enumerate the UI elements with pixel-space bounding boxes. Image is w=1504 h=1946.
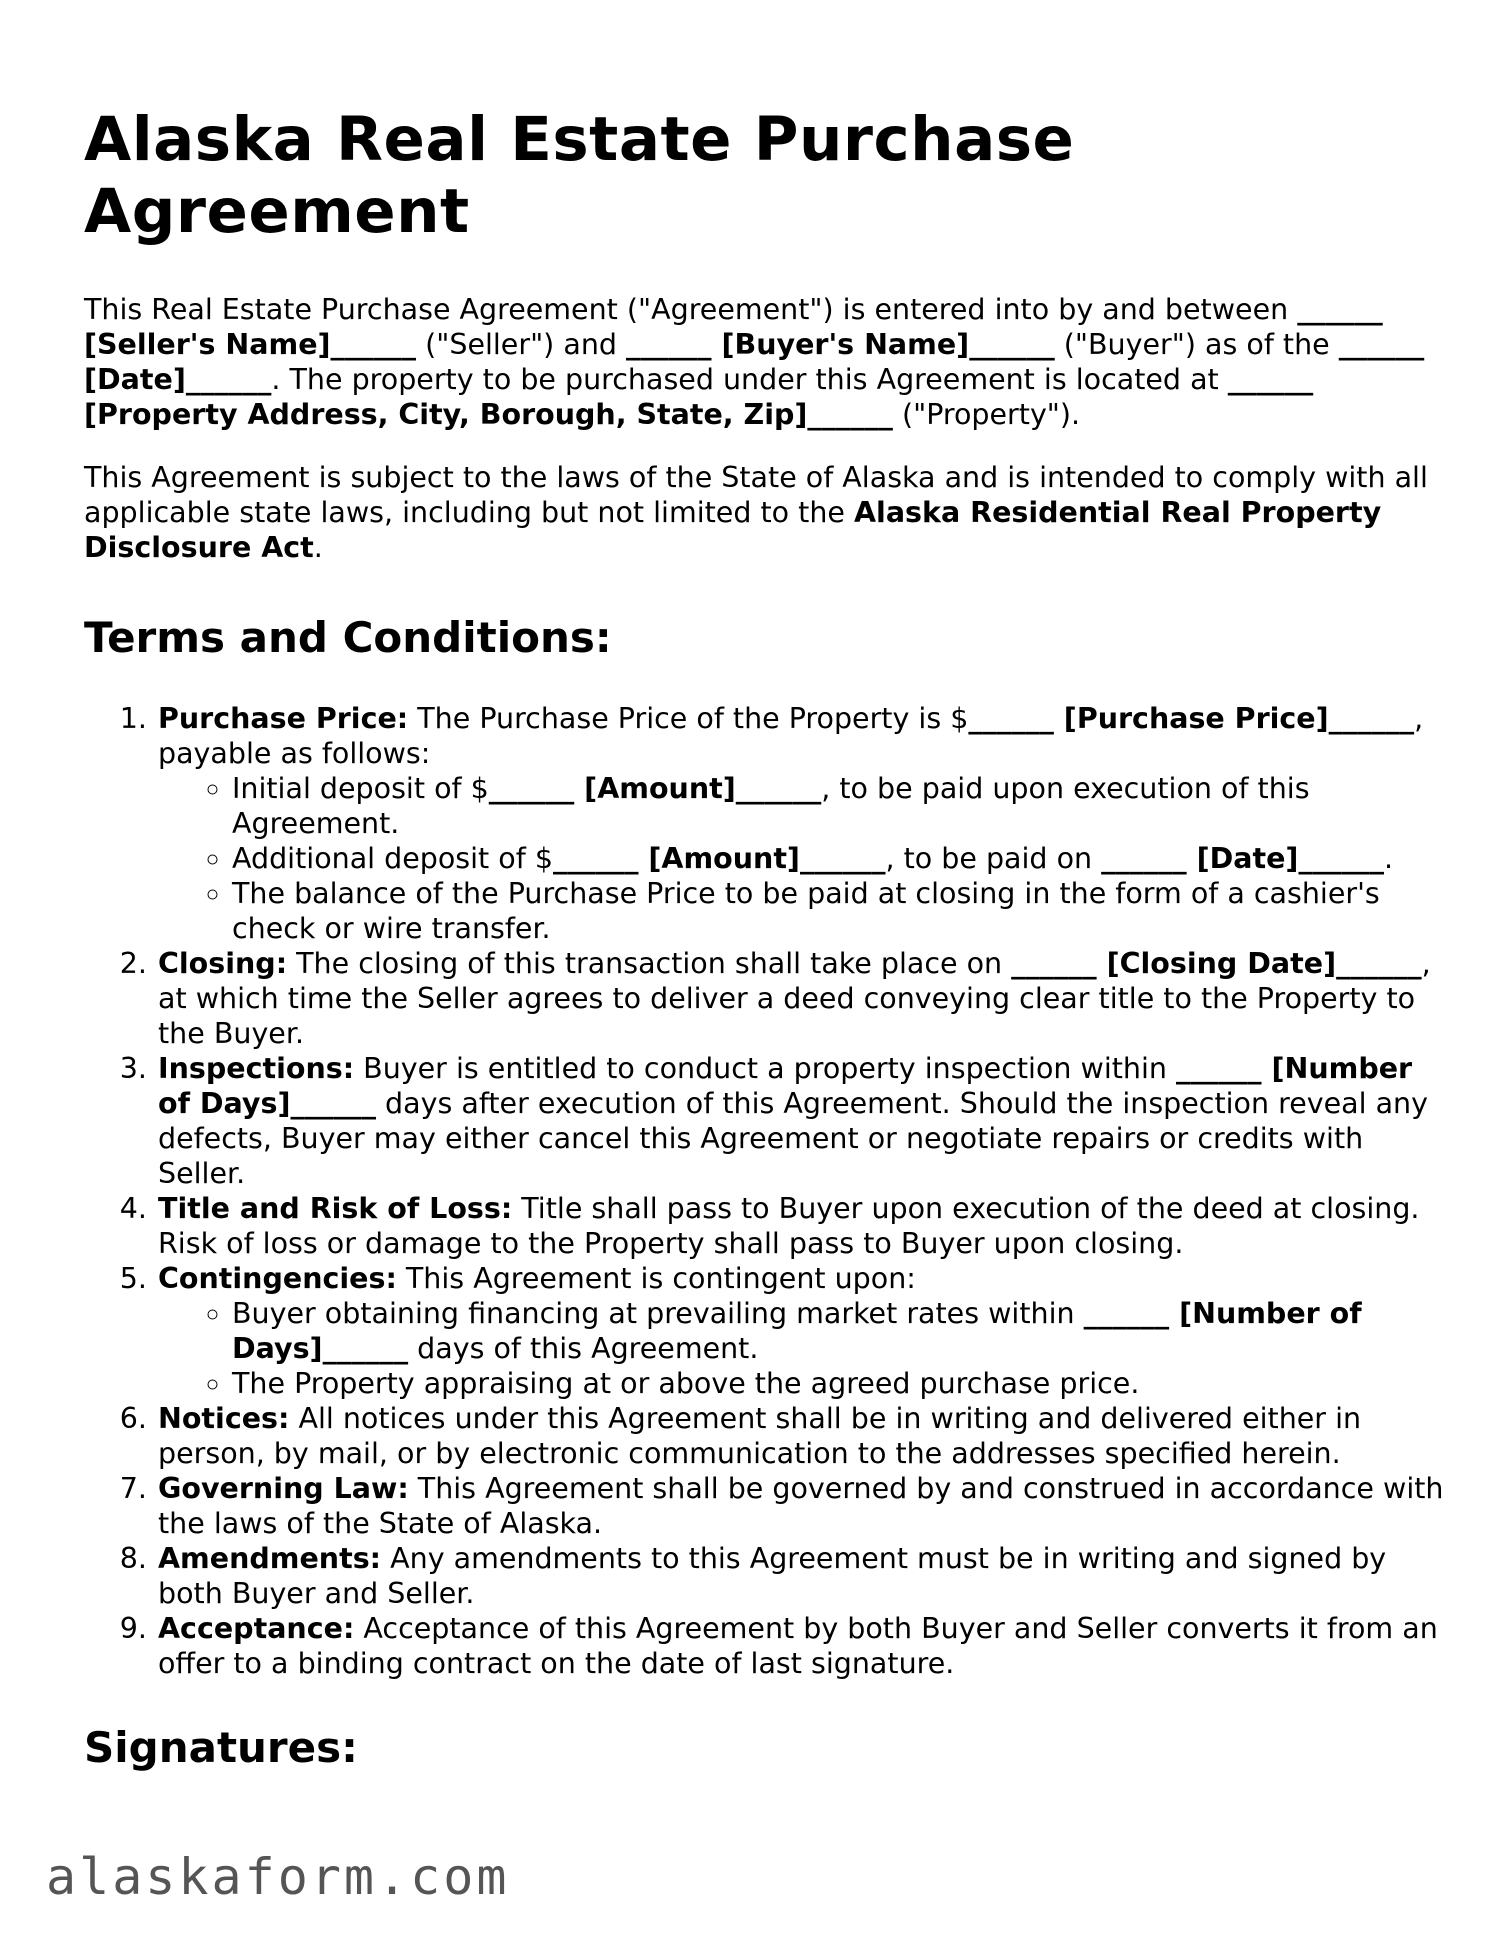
intro-paragraph [84,292,1444,432]
intro-text: . The property to be purchased under this Agreement is located at [271,363,1228,396]
deposit-date-field: ______ [Date]______ [1101,842,1384,875]
list-item [232,771,1444,841]
financing-days-field: ______ [Number of Days]______ [232,1297,1362,1365]
closing-date-field: ______ [Closing Date]______ [1011,947,1422,980]
buyer-name-field: ______ [Buyer's Name]______ [626,328,1055,361]
term-label: Notices: [158,1402,290,1435]
property-address-field: ______ [Property Address, City, Borough, State, Zip]______ [84,363,1314,431]
intro-text: This Real Estate Purchase Agreement ("Agreement") is entered into by and between [84,293,1298,326]
law-text: . [313,531,323,564]
site-watermark: alaskaform.com [46,1848,510,1906]
term-contingencies [156,1261,1444,1401]
item-text: Initial deposit of $ [232,772,489,805]
term-text: , at which time the Seller agrees to deliver a deed conveying clear title to the Property to the Buyer. [158,947,1431,1050]
term-acceptance [156,1611,1444,1681]
item-text: Buyer obtaining financing at prevailing market rates within [232,1297,1084,1330]
intro-text: ("Property"). [892,398,1081,431]
date-field: ______ [Date]______ [84,328,1425,396]
item-text: , to be paid upon execution of this Agreement. [232,772,1310,840]
term-governing-law [156,1471,1444,1541]
term-text: Any amendments to this Agreement must be in writing and signed by both Buyer and Seller. [158,1542,1387,1610]
term-text: The closing of this transaction shall take place on [287,947,1012,980]
term-label: Acceptance: [158,1612,355,1645]
term-amendments [156,1541,1444,1611]
contingency-sublist [158,1296,1444,1401]
term-inspections [156,1051,1444,1191]
term-text: All notices under this Agreement shall be in writing and delivered either in person, by mail, or by electronic communication to the addresses specified herein. [158,1402,1362,1470]
term-label: Inspections: [158,1052,355,1085]
term-text: The Purchase Price of the Property is $ [408,702,969,735]
page-title: Alaska Real Estate Purchase Agreement [84,104,1075,247]
term-text: Buyer is entitled to conduct a property inspection within [354,1052,1177,1085]
intro-text: ("Seller") and [416,328,627,361]
list-item [232,841,1444,876]
payment-sublist [158,771,1444,946]
list-item [232,1296,1444,1366]
term-text: This Agreement is contingent upon: [396,1262,916,1295]
term-label: Contingencies: [158,1262,397,1295]
item-text: days of this Agreement. [408,1332,759,1365]
item-text: . [1383,842,1394,875]
law-text: This Agreement is subject to the laws of the State of Alaska and is intended to comply with all applicable state laws, including but not limited to the [84,461,1428,529]
term-purchase-price [156,701,1444,946]
term-text: days after execution of this Agreement. Should the inspection reveal any defects, Buyer may either cancel this Agreement or negotiate repairs or credits with Seller. [158,1087,1428,1190]
signatures-heading: Signatures: [84,1723,358,1772]
term-notices [156,1401,1444,1471]
inspection-days-field: ______ [Number of Days]______ [158,1052,1413,1120]
term-text: Acceptance of this Agreement by both Buyer and Seller converts it from an offer to a binding contract on the date of last signature. [158,1612,1438,1680]
item-text: Additional deposit of $ [232,842,553,875]
item-text: , to be paid on [885,842,1102,875]
terms-heading: Terms and Conditions: [84,613,612,662]
purchase-price-field: ______ [Purchase Price]______ [968,702,1415,735]
list-item: ◦ The Property appraising at or above the agreed purchase price. [232,1366,1444,1401]
intro-text: ("Buyer") as of the [1054,328,1339,361]
term-label: Closing: [158,947,288,980]
list-item: ◦ The balance of the Purchase Price to be paid at closing in the form of a cashier's check or wire transfer. [232,876,1444,946]
term-closing [156,946,1444,1051]
law-paragraph [84,460,1444,565]
term-text: This Agreement shall be governed by and construed in accordance with the laws of the State of Alaska. [158,1472,1444,1540]
term-text: , payable as follows: [158,702,1424,770]
term-title-risk [156,1191,1444,1261]
term-label: Title and Risk of Loss: [158,1192,513,1225]
additional-amount-field: ______ [Amount]______ [552,842,886,875]
disclosure-act-name: Alaska Residential Real Property Disclosure Act [84,496,1382,564]
seller-name-field: ______ [Seller's Name]______ [84,293,1383,361]
terms-list [84,701,1444,1681]
term-text: Title shall pass to Buyer upon execution of the deed at closing. Risk of loss or damage to the Property shall pass to Buyer upon closing. [158,1192,1420,1260]
initial-amount-field: ______ [Amount]______ [488,772,822,805]
term-label: Amendments: [158,1542,382,1575]
term-label: Governing Law: [158,1472,409,1505]
document-page [84,104,1444,1811]
term-label: Purchase Price: [158,702,409,735]
